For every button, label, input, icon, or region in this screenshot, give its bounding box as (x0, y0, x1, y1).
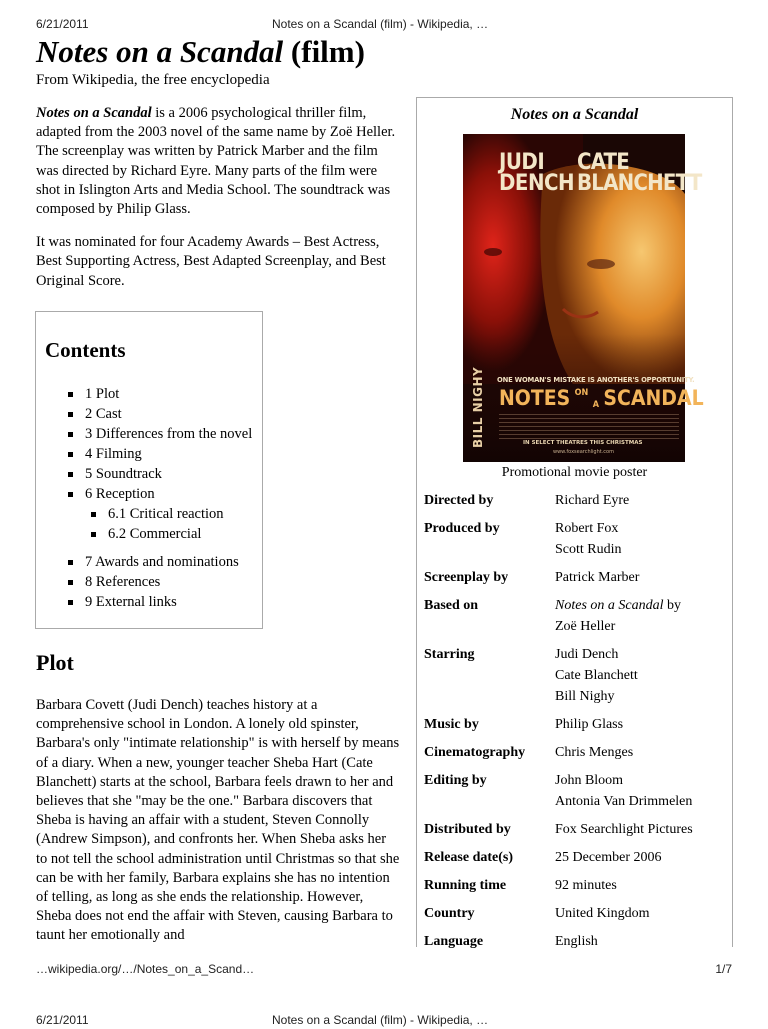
infobox-row-screenplay-by (424, 567, 724, 588)
intro-paragraph-2: It was nominated for four Academy Awards – Best Actress, Best Supporting Actress, Best Adapted Screenplay, and Best Original Score. (36, 234, 386, 289)
intro-bold-title: Notes on a Scandal (36, 105, 152, 121)
poster-actor-2-first: CATE (577, 150, 629, 175)
infobox-key: Cinematography (424, 745, 526, 760)
infobox-value (555, 518, 724, 560)
print-footer (0, 962, 768, 978)
infobox-row-starring (424, 644, 724, 707)
infobox (416, 97, 733, 947)
toc-heading: Contents (45, 338, 126, 362)
toc-item-filming[interactable]: 4 Filming (68, 444, 252, 464)
infobox-value-line[interactable]: English (555, 934, 598, 949)
poster-tagline: ONE WOMAN'S MISTAKE IS ANOTHER'S OPPORTUNITY. (497, 376, 695, 384)
infobox-key: Editing by (424, 773, 487, 788)
infobox-value-line-based-on[interactable]: Notes on a Scandal by (555, 598, 681, 613)
infobox-value (555, 644, 724, 707)
plot-section (36, 696, 400, 946)
infobox-key: Running time (424, 878, 507, 893)
from-wikipedia: From Wikipedia, the free encyclopedia (36, 72, 270, 88)
infobox-value-line[interactable]: John Bloom (555, 773, 624, 788)
infobox-value-line[interactable]: United Kingdom (555, 906, 650, 921)
infobox-title: Notes on a Scandal (510, 106, 639, 123)
infobox-value (555, 931, 724, 952)
poster-actor-1-last: DENCH (499, 171, 575, 196)
infobox-key: Music by (424, 717, 479, 732)
poster-credits-block (499, 414, 679, 440)
next-print-title: Notes on a Scandal (film) - Wikipedia, … (272, 1013, 489, 1027)
infobox-value-line[interactable]: Judi Dench (555, 647, 619, 662)
infobox-value-line[interactable]: Richard Eyre (555, 493, 630, 508)
intro-text: is a 2006 psychological thriller film, adapted from the 2003 novel of the same name by Zoë Heller. The screenplay was written by Patrick Marber and the film was directed by Richard Eyre. Many parts of the film were shot in Islington Arts and Media School. The soundtrack was composed by Philip Glass. (36, 105, 396, 218)
poster-title-scandal: SCANDAL (603, 386, 704, 410)
plot-paragraph: Barbara Covett (Judi Dench) teaches history at a comprehensive school in London. A lonely old spinster, Barbara's only "intimate relationship" is with herself by means of a diary. When a new, younger teacher Sheba Hart (Cate Blanchett) starts at the school, Barbara feels drawn to her and believes that she "may be the one." Barbara discovers that Sheba is having an affair with a student, Steven Connolly (Andrew Simpson), and confronts her. When Sheba asks her to not tell the school administration until Christmas so that she can be with her family, Barbara explains she has no intention of telling, as long as she ends the relationship. However, Sheba does not end the affair with Steven, causing Barbara to taunt her emotionally and (36, 697, 400, 944)
infobox-row-produced-by (424, 518, 724, 560)
infobox-row-distributed-by (424, 819, 724, 840)
page-number: 1/7 (715, 962, 732, 976)
infobox-value (555, 490, 724, 511)
infobox-row-editing-by (424, 770, 724, 812)
infobox-value (555, 714, 724, 735)
poster-actor-2-last: BLANCHETT (577, 171, 702, 196)
toc-sublist (68, 504, 252, 544)
poster-title-notes: NOTES (499, 386, 571, 410)
infobox-row-country (424, 903, 724, 924)
intro-paragraph-1 (36, 104, 400, 219)
infobox-key: Distributed by (424, 822, 511, 837)
infobox-value-line[interactable]: Fox Searchlight Pictures (555, 822, 693, 837)
poster-film-title (499, 386, 704, 410)
infobox-value (555, 567, 724, 588)
intro (36, 104, 400, 305)
infobox-value (555, 770, 724, 812)
infobox-value-line[interactable]: Philip Glass (555, 717, 624, 732)
table-of-contents (35, 311, 263, 629)
print-url: …wikipedia.org/…/Notes_on_a_Scand… (36, 962, 255, 976)
poster-title-a: A (592, 400, 600, 410)
infobox-key: Country (424, 906, 475, 921)
infobox-rows (424, 490, 724, 959)
infobox-row-based-on (424, 595, 724, 637)
infobox-row-language (424, 931, 724, 952)
infobox-value-line[interactable]: Bill Nighy (555, 689, 615, 704)
poster-side-name: BILL NIGHY (471, 366, 485, 448)
toc-item-differences[interactable]: 3 Differences from the novel (68, 424, 252, 444)
infobox-row-directed-by (424, 490, 724, 511)
poster-title-on: ON (574, 388, 589, 398)
page-title-suffix: (film) (283, 34, 365, 69)
infobox-key: Produced by (424, 521, 500, 536)
print-title: Notes on a Scandal (film) - Wikipedia, … (272, 17, 489, 31)
infobox-row-cinematography (424, 742, 724, 763)
infobox-key: Language (424, 934, 484, 949)
page-title-italic: Notes on a Scandal (36, 34, 284, 69)
page-title (36, 33, 365, 71)
infobox-key: Release date(s) (424, 850, 514, 865)
print-date: 6/21/2011 (36, 17, 89, 31)
infobox-row-music-by (424, 714, 724, 735)
infobox-value (555, 819, 724, 840)
toc-item-awards[interactable]: 7 Awards and nominations (68, 552, 252, 572)
toc-item-commercial[interactable]: 6.2 Commercial (91, 524, 252, 544)
toc-item-references[interactable]: 8 References (68, 572, 252, 592)
infobox-value-line[interactable]: Scott Rudin (555, 542, 622, 557)
toc-item-reception[interactable]: 6 Reception (68, 484, 252, 504)
poster-actor-1 (499, 152, 574, 194)
toc-item-external-links[interactable]: 9 External links (68, 592, 252, 612)
poster-site: www.foxsearchlight.com (553, 449, 614, 455)
print-header (0, 17, 768, 33)
infobox-key: Starring (424, 647, 475, 662)
infobox-value-line[interactable]: Cate Blanchett (555, 668, 638, 683)
infobox-value-line[interactable]: Robert Fox (555, 521, 619, 536)
infobox-key: Directed by (424, 493, 494, 508)
infobox-value (555, 903, 724, 924)
toc-item-plot[interactable]: 1 Plot (68, 384, 252, 404)
infobox-value (555, 742, 724, 763)
infobox-value-line: 25 December 2006 (555, 850, 662, 865)
infobox-value-line: 92 minutes (555, 878, 617, 893)
infobox-value (555, 595, 724, 637)
infobox-row-release-dates (424, 847, 724, 868)
infobox-value-line[interactable]: Chris Menges (555, 745, 634, 760)
poster-caption: Promotional movie poster (501, 465, 648, 480)
based-on-novel-title: Notes on a Scandal (555, 598, 664, 613)
toc-list (68, 384, 252, 612)
infobox-key: Based on (424, 598, 479, 613)
infobox-value-line[interactable]: Antonia Van Drimmelen (555, 794, 693, 809)
next-print-date: 6/21/2011 (36, 1013, 89, 1027)
infobox-value-line[interactable]: Patrick Marber (555, 570, 640, 585)
toc-item-soundtrack[interactable]: 5 Soundtrack (68, 464, 252, 484)
next-page-header (0, 1013, 768, 1029)
poster-release: IN SELECT THEATRES THIS CHRISTMAS (523, 440, 643, 446)
infobox-value (555, 847, 724, 868)
movie-poster (463, 134, 704, 462)
poster-actor-2 (577, 152, 702, 194)
toc-item-cast[interactable]: 2 Cast (68, 404, 252, 424)
plot-heading: Plot (36, 650, 74, 675)
infobox-value (555, 875, 724, 896)
infobox-row-running-time (424, 875, 724, 896)
infobox-key: Screenplay by (424, 570, 509, 585)
infobox-value-line[interactable]: Zoë Heller (555, 619, 616, 634)
poster-actor-1-first: JUDI (499, 150, 545, 175)
toc-item-critical-reaction[interactable]: 6.1 Critical reaction (91, 504, 252, 524)
